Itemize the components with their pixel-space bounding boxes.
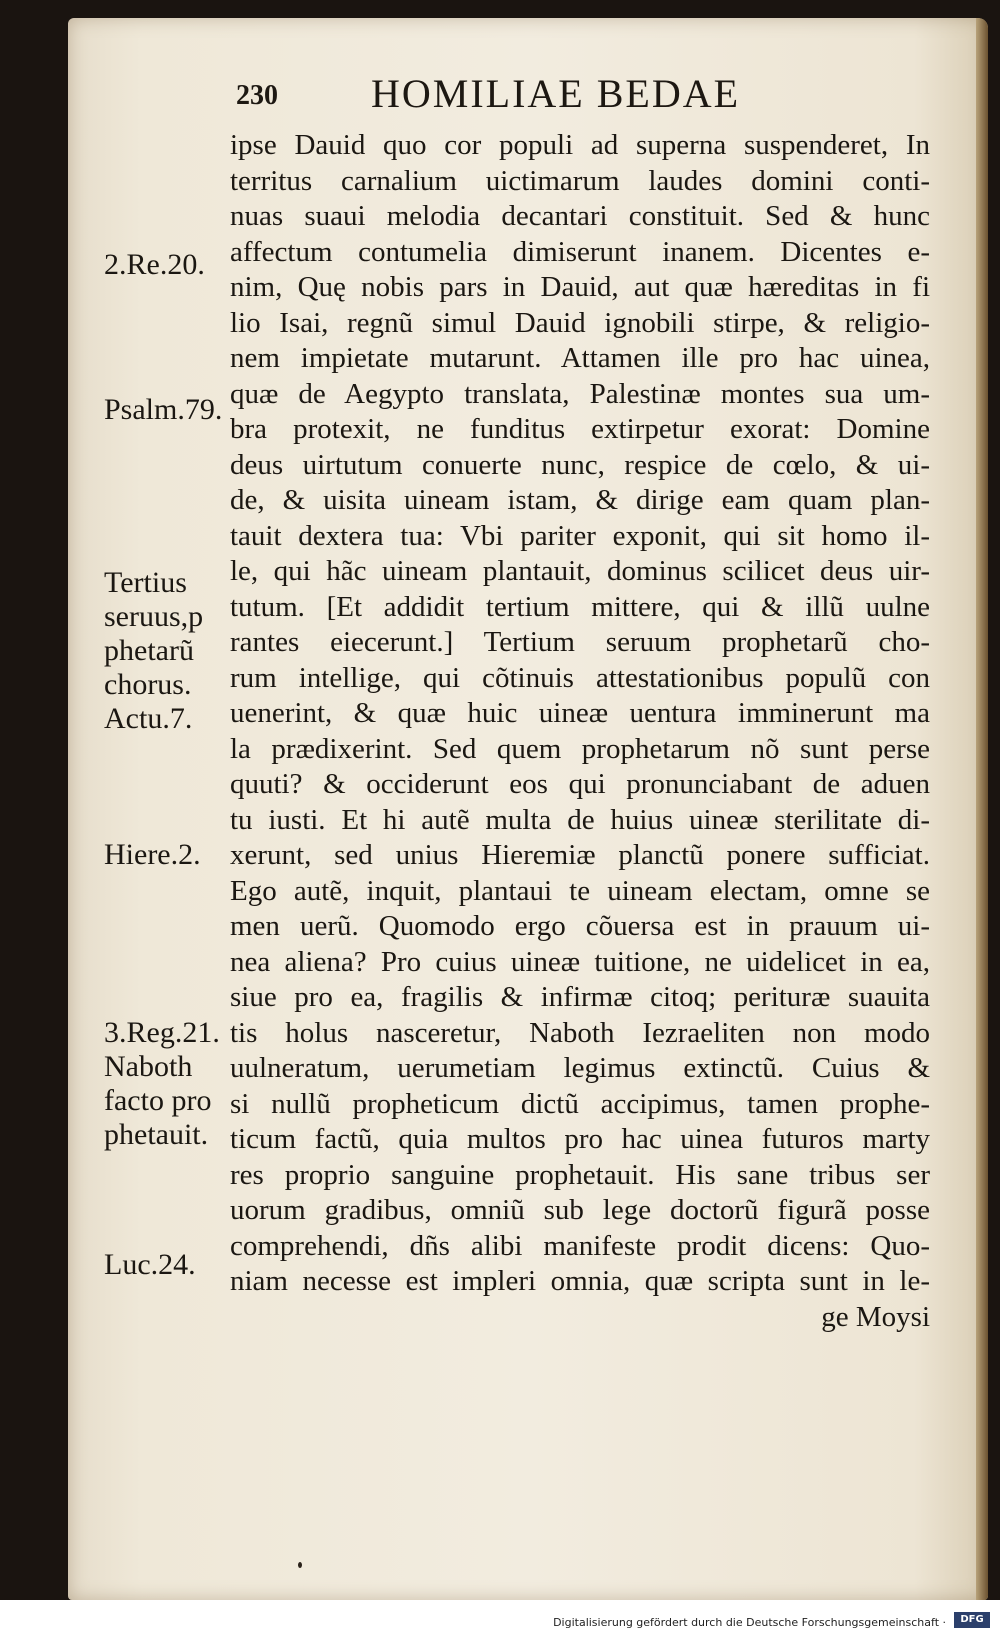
margin-note-line: facto pro [104,1084,212,1117]
margin-note-hiere [104,838,201,872]
margin-note-line: chorus. [104,668,192,701]
text-line: uulneratum, uerumetiam legimus extinctũ. Cuius & [230,1052,930,1084]
text-line: deus uirtutum conuerte nunc, respice de cœlo, & ui- [230,448,930,481]
margin-note-line: Actu.7. [104,702,193,735]
text-line: lio Isai, regnũ simul Dauid ignobili stirpe, & religio- [230,306,930,339]
ink-speck [298,1562,302,1568]
text-line: tutum. [Et addidit tertium mittere, qui & illũ uulne [230,590,930,623]
text-line: tauit dextera tua: Vbi pariter exponit, qui sit homo il- [230,519,930,552]
text-line: nuas suaui melodia decantari constituit. Sed & hunc [230,200,930,232]
text-line: Ego autẽ, inquit, plantaui te uineam electam, omne se [230,874,930,907]
text-line: niam necesse est impleri omnia, quæ scripta sunt in le- [230,1265,930,1297]
text-line: ipse Dauid quo cor populi ad superna suspenderet, In [230,129,930,161]
page-header [236,70,886,118]
text-line: comprehendi, dñs alibi manifeste prodit dicens: Quo- [230,1229,930,1262]
text-line: rum intellige, qui cõtinuis attestationibus populũ con [230,661,930,694]
text-line: nim, Quę nobis pars in Dauid, aut quæ hæreditas in fi [230,271,930,303]
text-line: affectum contumelia dimiserunt inanem. Dicentes e- [230,235,930,268]
text-line: tu iusti. Et hi autẽ multa de huius uineæ sterilitate di- [230,803,930,836]
text-line: bra protexit, ne funditus extirpetur exorat: Domine [230,413,930,445]
text-line: uorum gradibus, omniũ sub lege doctorũ figurã posse [230,1194,930,1226]
text-line: ticum factũ, quia multos pro hac uinea futuros marty [230,1123,930,1155]
text-line: uenerint, & quæ huic uineæ uentura imminerunt ma [230,697,930,729]
text-line: tis holus nasceretur, Naboth Iezraeliten non modo [230,1016,930,1049]
running-title: HOMILIAE BEDAE [371,71,741,116]
catchword-line: ge Moysi [821,1300,930,1333]
text-line: de, & uisita uineam istam, & dirige eam quam plan- [230,484,930,516]
margin-note-naboth [104,1016,220,1152]
text-line: men uerũ. Quomodo ergo cõuersa est in prauum ui- [230,910,930,942]
margin-note-line: 3.Reg.21. [104,1016,220,1049]
text-line: la prædixerint. Sed quem prophetarum nõ sunt perse [230,732,930,765]
text-line: rantes eiecerunt.] Tertium seruum prophetarũ cho- [230,626,930,658]
margin-note-luc [104,1248,196,1282]
margin-note-line: phetarũ [104,634,194,667]
margin-note-line: phetauit. [104,1118,209,1151]
text-line: siue pro ea, fragilis & infirmæ citoq; perituræ suauita [230,981,930,1013]
text-line: nem impietate mutarunt. Attamen ille pro hac uinea, [230,342,930,374]
page-edge [976,18,988,1600]
digitization-credit: Digitalisierung gefördert durch die Deutsche Forschungsgemeinschaft · [553,1616,946,1629]
text-line: le, qui hãc uineam plantauit, dominus scilicet deus uir- [230,555,930,587]
text-line: res proprio sanguine prophetauit. His sane tribus ser [230,1158,930,1191]
margin-note-line: Tertius [104,566,187,599]
dfg-logo-icon: DFG [954,1612,990,1628]
page-number: 230 [236,80,278,111]
text-line: quæ de Aegypto translata, Palestinæ montes sua um- [230,377,930,410]
margin-note-line: Luc.24. [104,1248,196,1281]
margin-note-line: 2.Re.20. [104,248,205,281]
text-line: quuti? & occiderunt eos qui pronunciabant de aduen [230,768,930,800]
margin-note-line: Hiere.2. [104,838,201,871]
margin-note-psalm [104,393,222,427]
text-line: xerunt, sed unius Hieremiæ planctũ ponere sufficiat. [230,839,930,871]
text-line: nea aliena? Pro cuius uineæ tuitione, ne uidelicet in ea, [230,945,930,978]
margin-note-line: Psalm.79. [104,393,223,426]
main-text-column [230,128,930,1335]
margin-note-line: Naboth [104,1050,193,1083]
footer-bar [0,1600,1000,1636]
margin-note-line: seruus,p [104,600,204,633]
text-line: territus carnalium uictimarum laudes domini conti- [230,164,930,197]
margin-note-tertius [104,566,203,736]
margin-note-reges [104,248,205,282]
text-line: si nullũ propheticum dictũ accipimus, tamen prophe- [230,1087,930,1120]
